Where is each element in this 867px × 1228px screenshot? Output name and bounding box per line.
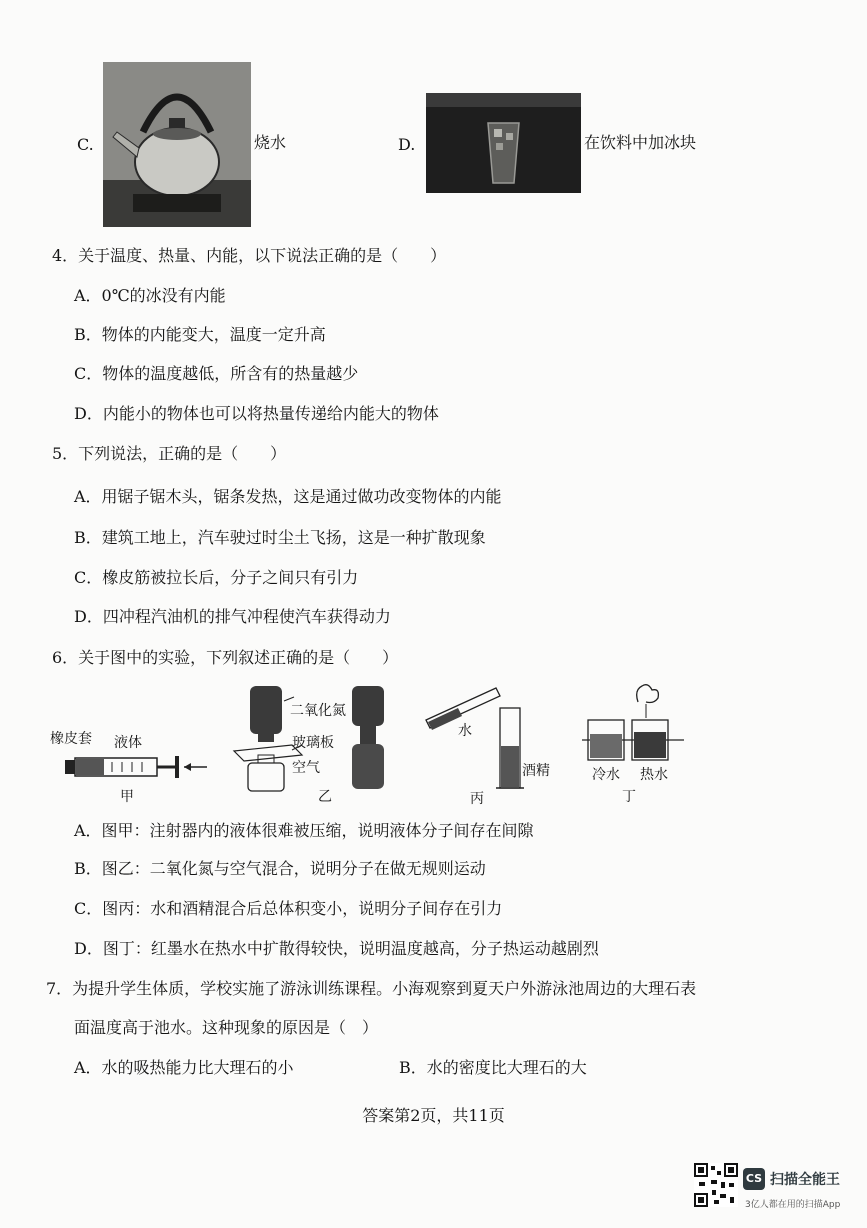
q7-stem-line1: 7．为提升学生体质，学校实施了游泳训练课程。小海观察到夏天户外游泳池周边的大理石表: [46, 979, 697, 998]
q5-option-d: D．四冲程汽油机的排气冲程使汽车获得动力: [74, 607, 391, 626]
fig-jia-rubber-cap-label: 橡皮套: [50, 731, 92, 747]
q4-stem: 4．关于温度、热量、内能，以下说法正确的是（ ）: [52, 246, 447, 265]
q6-option-d: D．图丁：红墨水在热水中扩散得较快，说明温度越高，分子热运动越剧烈: [74, 939, 599, 958]
fig-jia-liquid-label: 液体: [114, 735, 142, 751]
fig-ding-caption: 丁: [622, 789, 636, 805]
scanner-tagline: 3亿人都在用的扫描App: [745, 1200, 841, 1210]
water-alcohol-diagram: [420, 680, 530, 795]
fig-ding-hot-label: 热水: [640, 767, 668, 783]
fig-yi-air-label: 空气: [292, 760, 320, 776]
option-c-letter: C.: [77, 135, 94, 154]
q5-stem: 5．下列说法，正确的是（ ）: [52, 444, 287, 463]
fig-bing-water-label: 水: [458, 723, 472, 739]
fig-bing-caption: 丙: [470, 791, 484, 807]
q5-option-c: C．橡皮筋被拉长后，分子之间只有引力: [74, 568, 359, 587]
q4-option-b: B．物体的内能变大，温度一定升高: [74, 325, 326, 344]
q5-option-a: A．用锯子锯木头，锯条发热，这是通过做功改变物体的内能: [74, 487, 502, 506]
fig-jia-caption: 甲: [120, 789, 134, 805]
q7-stem-line2: 面温度高于池水。这种现象的原因是（ ）: [74, 1018, 379, 1037]
q6-stem: 6．关于图中的实验，下列叙述正确的是（ ）: [52, 648, 399, 667]
q6-option-c: C．图丙：水和酒精混合后总体积变小，说明分子间存在引力: [74, 899, 503, 918]
page-footer: 答案第2页，共11页: [362, 1106, 505, 1125]
scanner-app-name: 扫描全能王: [770, 1172, 840, 1188]
ink-diffusion-diagram: [576, 682, 688, 772]
q6-option-b: B．图乙：二氧化氮与空气混合，说明分子在做无规则运动: [74, 859, 486, 878]
option-d-text: 在饮料中加冰块: [584, 133, 697, 152]
fig-yi-no2-label: 二氧化氮: [290, 703, 346, 719]
iced-drink-photo: [426, 93, 581, 193]
q7-option-b: B．水的密度比大理石的大: [399, 1058, 587, 1077]
fig-yi-caption: 乙: [318, 789, 332, 805]
q6-option-a: A．图甲：注射器内的液体很难被压缩，说明液体分子间存在间隙: [74, 821, 534, 840]
scanner-logo-icon: CS: [743, 1168, 765, 1190]
fig-bing-alcohol-label: 酒精: [522, 763, 550, 779]
option-c-text: 烧水: [254, 133, 287, 152]
kettle-photo: [103, 62, 251, 227]
fig-ding-cold-label: 冷水: [592, 767, 620, 783]
q4-option-c: C．物体的温度越低，所含有的热量越少: [74, 364, 359, 383]
option-d-letter: D.: [398, 135, 416, 154]
q4-option-a: A．0℃的冰没有内能: [74, 286, 226, 305]
q7-option-a: A．水的吸热能力比大理石的小: [74, 1058, 294, 1077]
fig-yi-glass-label: 玻璃板: [292, 735, 334, 751]
qr-code-icon: [694, 1163, 738, 1207]
q4-option-d: D．内能小的物体也可以将热量传递给内能大的物体: [74, 404, 439, 423]
q5-option-b: B．建筑工地上，汽车驶过时尘土飞扬，这是一种扩散现象: [74, 528, 486, 547]
syringe-diagram: [62, 750, 212, 786]
